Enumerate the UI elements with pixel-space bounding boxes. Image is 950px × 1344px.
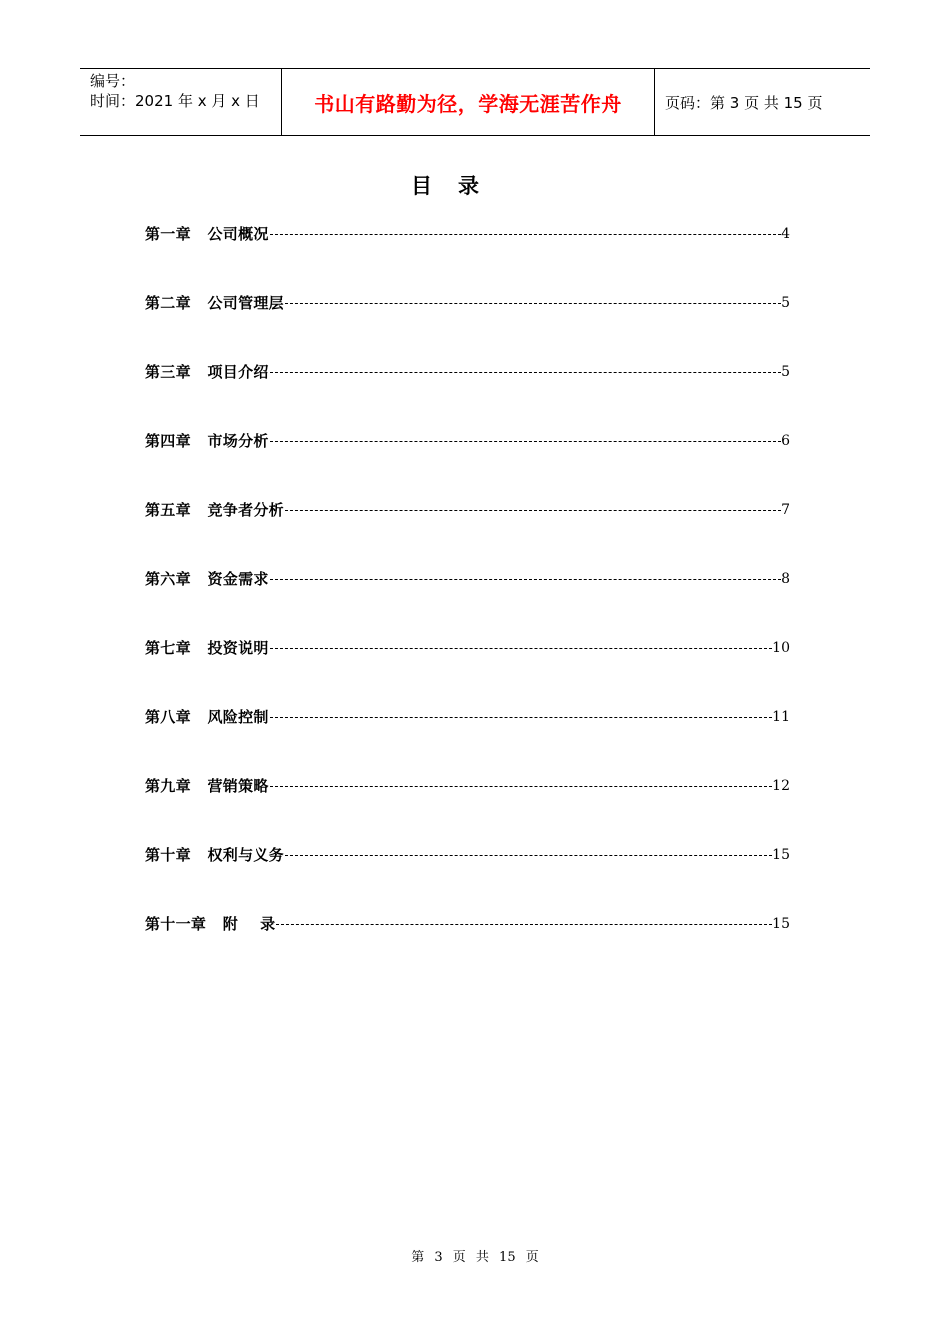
toc-page-number: 15	[772, 916, 790, 932]
toc-entry[interactable]	[145, 498, 790, 567]
toc-entry-title: 权利与义务	[207, 846, 284, 864]
toc-leader-line	[285, 291, 781, 304]
table-of-contents	[145, 222, 790, 981]
toc-entry[interactable]	[145, 843, 790, 912]
header-motto: 书山有路勤为径，学海无涯苦作舟	[314, 91, 622, 116]
toc-entry-title: 风险控制	[207, 708, 269, 726]
document-time-label: 时间：2021 年 x 月 x 日	[90, 92, 260, 110]
toc-page-number: 12	[772, 778, 790, 794]
toc-page-number: 11	[772, 709, 790, 725]
toc-entry[interactable]	[145, 222, 790, 291]
toc-chapter: 第三章	[145, 363, 191, 381]
toc-leader-line	[270, 705, 772, 718]
toc-entry-title: 营销策略	[207, 777, 269, 795]
toc-title: 目录	[411, 173, 505, 198]
toc-entry-title: 附 录	[222, 915, 276, 933]
toc-entry-title: 资金需求	[207, 570, 269, 588]
toc-entry[interactable]	[145, 912, 790, 981]
toc-page-number: 4	[781, 226, 790, 242]
header-page-info: 页码：第 3 页 共 15 页	[665, 93, 823, 112]
toc-chapter: 第五章	[145, 501, 191, 519]
toc-entry-title: 市场分析	[207, 432, 269, 450]
toc-leader-line	[270, 429, 781, 442]
toc-leader-line	[270, 636, 772, 649]
toc-entry-title: 公司管理层	[207, 294, 284, 312]
toc-leader-line	[276, 912, 772, 925]
toc-chapter: 第四章	[145, 432, 191, 450]
header-motto-cell	[282, 69, 655, 135]
toc-entry-title: 投资说明	[207, 639, 269, 657]
toc-entry[interactable]	[145, 291, 790, 360]
toc-page-number: 10	[772, 640, 790, 656]
toc-leader-line	[270, 222, 781, 235]
page-footer	[0, 1246, 950, 1265]
toc-leader-line	[285, 843, 772, 856]
toc-entry[interactable]	[145, 774, 790, 843]
toc-chapter: 第十章	[145, 846, 191, 864]
toc-leader-line	[270, 774, 772, 787]
toc-leader-line	[285, 498, 781, 511]
toc-entry[interactable]	[145, 360, 790, 429]
page-header	[80, 68, 870, 136]
toc-page-number: 8	[781, 571, 790, 587]
toc-chapter: 第十一章	[145, 915, 207, 933]
header-meta-cell	[80, 69, 282, 135]
toc-entry-title: 项目介绍	[207, 363, 269, 381]
toc-entry-title: 公司概况	[207, 225, 269, 243]
toc-leader-line	[270, 567, 781, 580]
toc-entry[interactable]	[145, 567, 790, 636]
toc-chapter: 第二章	[145, 294, 191, 312]
toc-entry-title: 竞争者分析	[207, 501, 284, 519]
toc-page-number: 5	[781, 295, 790, 311]
toc-chapter: 第一章	[145, 225, 191, 243]
toc-entry[interactable]	[145, 705, 790, 774]
toc-chapter: 第六章	[145, 570, 191, 588]
toc-page-number: 15	[772, 847, 790, 863]
footer-page-number: 第 3 页 共 15 页	[411, 1250, 539, 1265]
toc-leader-line	[270, 360, 781, 373]
header-page-cell	[655, 69, 870, 135]
toc-page-number: 6	[781, 433, 790, 449]
toc-entry[interactable]	[145, 429, 790, 498]
toc-chapter: 第七章	[145, 639, 191, 657]
toc-chapter: 第九章	[145, 777, 191, 795]
toc-chapter: 第八章	[145, 708, 191, 726]
toc-page-number: 7	[781, 502, 790, 518]
toc-page-number: 5	[781, 364, 790, 380]
toc-entry[interactable]	[145, 636, 790, 705]
document-number-label: 编号：	[90, 72, 136, 90]
